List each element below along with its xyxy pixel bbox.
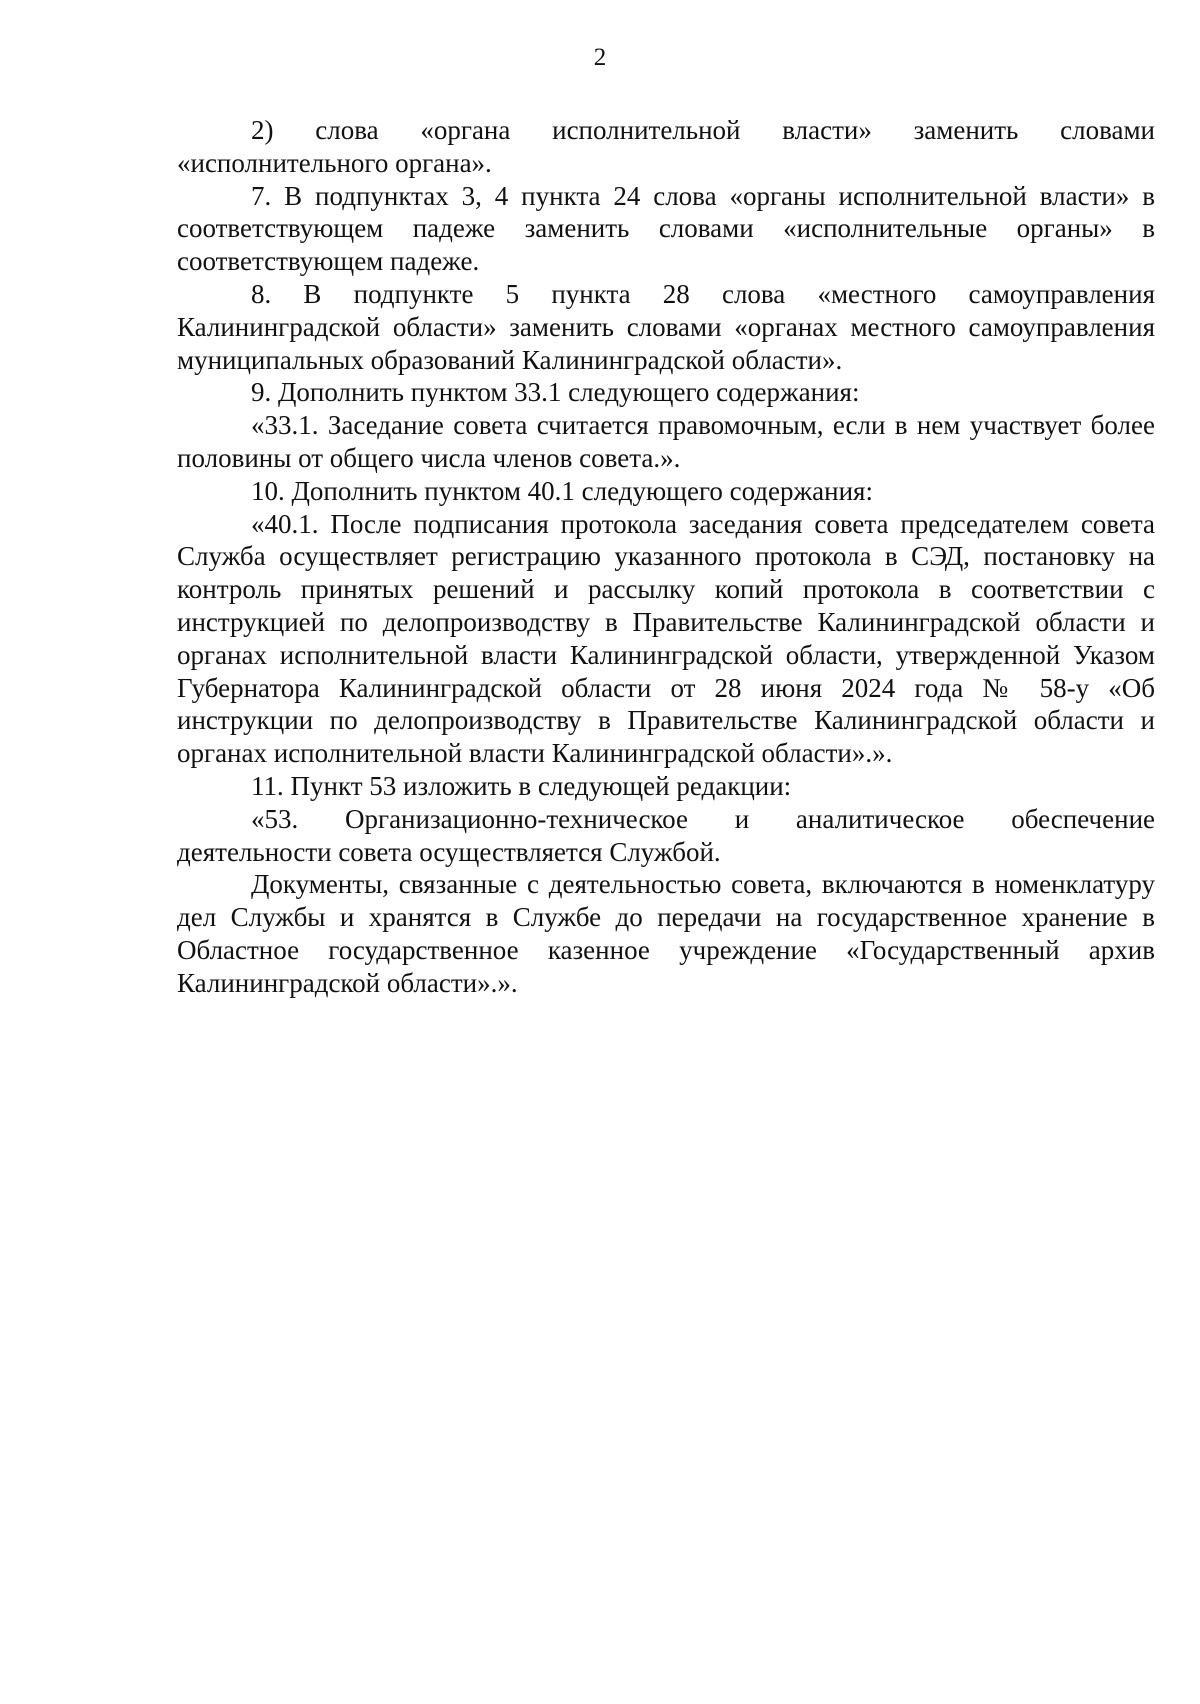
paragraph-item-7: 7. В подпунктах 3, 4 пункта 24 слова «органы исполнительной власти» в соответствующем падеже заменить словами «исполнительные органы» в соответствующем падеже. (177, 180, 1155, 277)
paragraph-item-9: 9. Дополнить пунктом 33.1 следующего содержания: (251, 377, 860, 408)
paragraph-clause-53: «53. Организационно-техническое и аналитическое обеспечение деятельности совета осуществляется Службой. (177, 803, 1155, 867)
document-body (177, 114, 1155, 1000)
paragraph-item-10: 10. Дополнить пунктом 40.1 следующего содержания: (251, 475, 873, 506)
paragraph-clause-53-documents: Документы, связанные с деятельностью совета, включаются в номенклатуру дел Службы и хранятся в Службе до передачи на государственное хранение в Областное государственное казенное учреждение «Государственный архив Калининградской области».». (177, 869, 1155, 998)
paragraph-item-11: 11. Пункт 53 изложить в следующей редакции: (251, 770, 792, 801)
page-number: 2 (593, 44, 607, 71)
paragraph-amendment-2: 2) слова «органа исполнительной власти» заменить словами «исполнительного органа». (177, 115, 1155, 178)
paragraph-item-8: 8. В подпункте 5 пункта 28 слова «местного самоуправления Калининградской области» заменить словами «органах местного самоуправления муниципальных образований Калининградской области». (177, 278, 1155, 375)
paragraph-clause-40-1: «40.1. После подписания протокола заседания совета председателем совета Служба осуществляет регистрацию указанного протокола в СЭД, постановку на контроль принятых решений и рассылку копий протокола в соответствии с инструкцией по делопроизводству в Правительстве Калининградской области и органах исполнительной власти Калининградской области, утвержденной Указом Губернатора Калининградской области от 28 июня 2024 года № 58-у «Об инструкции по делопроизводству в Правительстве Калининградской области и органах исполнительной власти Калининградской области».». (177, 508, 1155, 769)
paragraph-clause-33-1: «33.1. Заседание совета считается правомочным, если в нем участвует более половины от общего числа членов совета.». (177, 410, 1155, 473)
